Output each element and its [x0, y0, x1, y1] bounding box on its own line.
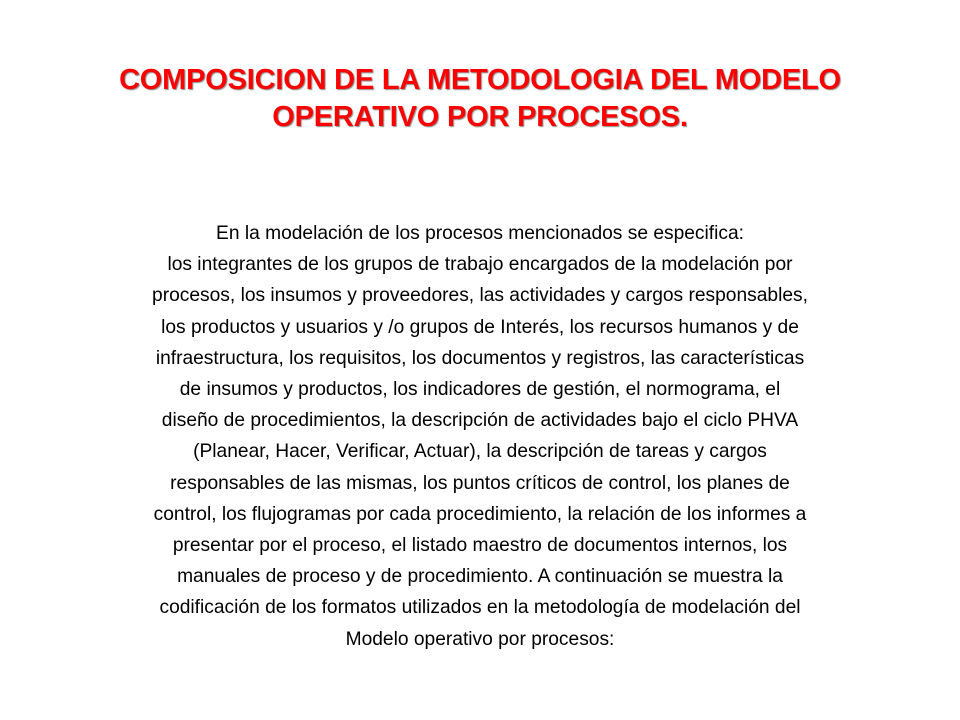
body-line: procesos, los insumos y proveedores, las actividades y cargos responsables,: [152, 285, 808, 307]
body-line: diseño de procedimientos, la descripción de actividades bajo el ciclo PHVA: [161, 410, 799, 432]
body-line: codificación de los formatos utilizados en la metodología de modelación del: [159, 597, 801, 619]
body-line: control, los flujogramas por cada procedimiento, la relación de los informes a: [153, 503, 807, 525]
body-line: presentar por el proceso, el listado maestro de documentos internos, los: [172, 535, 788, 557]
slide-title-line: COMPOSICION DE LA METODOLOGIA DEL MODELO: [119, 64, 841, 96]
slide-body-text: [48, 218, 912, 655]
body-line: infraestructura, los requisitos, los documentos y registros, las características: [155, 347, 805, 369]
body-line: responsables de las mismas, los puntos críticos de control, los planes de: [170, 472, 790, 494]
slide-title: [40, 62, 920, 136]
body-line: manuales de proceso y de procedimiento. A continuación se muestra la: [177, 566, 783, 588]
body-line: Modelo operativo por procesos:: [345, 628, 615, 650]
body-line: (Planear, Hacer, Verificar, Actuar), la descripción de tareas y cargos: [193, 441, 767, 463]
body-line: los integrantes de los grupos de trabajo encargados de la modelación por: [167, 254, 793, 276]
body-line: En la modelación de los procesos mencionados se especifica:: [216, 223, 744, 244]
body-line: de insumos y productos, los indicadores de gestión, el normograma, el: [179, 379, 781, 401]
slide-title-line: OPERATIVO POR PROCESOS.: [272, 101, 688, 133]
body-line: los productos y usuarios y /o grupos de Interés, los recursos humanos y de: [161, 316, 799, 338]
